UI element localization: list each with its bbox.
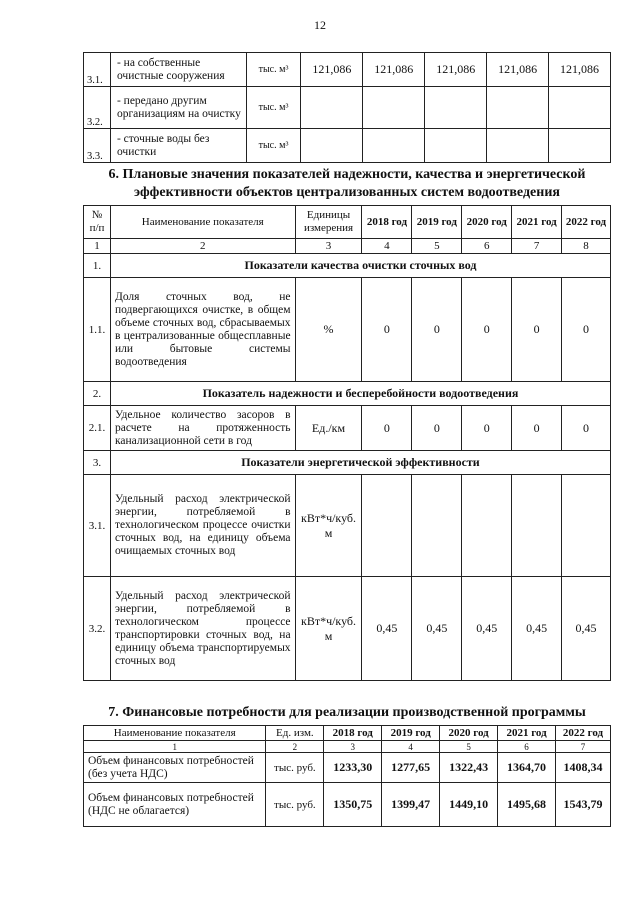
header-row xyxy=(84,726,611,741)
value-cell xyxy=(362,475,412,577)
value-cell: 0 xyxy=(512,278,562,382)
header-year: 2020 год xyxy=(462,206,512,239)
value-cell xyxy=(301,129,363,163)
index-cell: 3 xyxy=(295,239,362,254)
value-cell xyxy=(487,87,549,129)
table-row xyxy=(84,129,611,163)
value-cell: 1543,79 xyxy=(556,783,611,827)
group-row xyxy=(84,451,611,475)
header-year: 2018 год xyxy=(362,206,412,239)
row-number: 3.3. xyxy=(84,129,111,163)
index-cell: 5 xyxy=(412,239,462,254)
table-row xyxy=(84,475,611,577)
value-cell: 1277,65 xyxy=(382,753,440,783)
value-cell xyxy=(549,87,611,129)
row-unit: кВт*ч/куб. м xyxy=(295,577,362,681)
row-number: 3.1. xyxy=(84,53,111,87)
value-cell xyxy=(562,475,611,577)
index-cell: 1 xyxy=(84,741,266,753)
value-cell: 0 xyxy=(362,278,412,382)
value-cell: 0 xyxy=(462,406,512,451)
table-row xyxy=(84,406,611,451)
table-row xyxy=(84,87,611,129)
row-unit: тыс. м³ xyxy=(246,53,301,87)
value-cell xyxy=(487,129,549,163)
row-name: Удельный расход электрической энергии, потребляемой в технологическом процессе очистки сточных вод, на единицу объема очищаемых сточных вод xyxy=(110,475,295,577)
row-name: Удельное количество засоров в расчете на протяженность канализационной сети в год xyxy=(110,406,295,451)
value-cell: 1495,68 xyxy=(498,783,556,827)
group-row xyxy=(84,382,611,406)
value-cell: 1322,43 xyxy=(440,753,498,783)
header-year: 2018 год xyxy=(324,726,382,741)
row-name: Удельный расход электрической энергии, потребляемой в технологическом процессе транспортировки сточных вод, на единицу объема транспортируемых сточных вод xyxy=(110,577,295,681)
header-year: 2020 год xyxy=(440,726,498,741)
value-cell xyxy=(363,129,425,163)
group-number: 2. xyxy=(84,382,111,406)
row-number: 3.1. xyxy=(84,475,111,577)
page-number: 12 xyxy=(314,18,326,32)
index-row xyxy=(84,239,611,254)
row-name: Объем финансовых потребностей (без учета НДС) xyxy=(84,753,266,783)
index-cell: 2 xyxy=(266,741,324,753)
value-cell: 1350,75 xyxy=(324,783,382,827)
row-unit: Ед./км xyxy=(295,406,362,451)
header-year: 2022 год xyxy=(556,726,611,741)
value-cell: 0 xyxy=(512,406,562,451)
row-name: - на собственные очистные сооружения xyxy=(110,53,246,87)
value-cell xyxy=(363,87,425,129)
value-cell: 0,45 xyxy=(412,577,462,681)
value-cell: 121,086 xyxy=(425,53,487,87)
value-cell: 121,086 xyxy=(487,53,549,87)
value-cell xyxy=(462,475,512,577)
index-cell: 3 xyxy=(324,741,382,753)
value-cell xyxy=(425,129,487,163)
row-number: 1.1. xyxy=(84,278,111,382)
header-year: 2022 год xyxy=(562,206,611,239)
value-cell: 0 xyxy=(462,278,512,382)
header-year: 2021 год xyxy=(498,726,556,741)
index-row xyxy=(84,741,611,753)
row-unit: тыс. руб. xyxy=(266,753,324,783)
header-num: № п/п xyxy=(84,206,111,239)
header-name: Наименование показателя xyxy=(84,726,266,741)
value-cell: 0 xyxy=(562,278,611,382)
value-cell xyxy=(549,129,611,163)
group-number: 1. xyxy=(84,254,111,278)
index-cell: 5 xyxy=(440,741,498,753)
header-name: Наименование показателя xyxy=(110,206,295,239)
header-unit: Ед. изм. xyxy=(266,726,324,741)
index-cell: 8 xyxy=(562,239,611,254)
index-cell: 7 xyxy=(512,239,562,254)
value-cell xyxy=(425,87,487,129)
reliability-indicators-table xyxy=(83,205,611,681)
table-row xyxy=(84,783,611,827)
value-cell: 121,086 xyxy=(301,53,363,87)
value-cell xyxy=(412,475,462,577)
value-cell: 1408,34 xyxy=(556,753,611,783)
group-number: 3. xyxy=(84,451,111,475)
table-row xyxy=(84,577,611,681)
index-cell: 6 xyxy=(462,239,512,254)
row-number: 2.1. xyxy=(84,406,111,451)
value-cell: 0,45 xyxy=(562,577,611,681)
row-name: Объем финансовых потребностей (НДС не облагается) xyxy=(84,783,266,827)
group-row xyxy=(84,254,611,278)
row-name: - передано другим организациям на очистку xyxy=(110,87,246,129)
table-row xyxy=(84,53,611,87)
index-cell: 2 xyxy=(110,239,295,254)
row-unit: тыс. м³ xyxy=(246,129,301,163)
value-cell xyxy=(301,87,363,129)
row-unit: % xyxy=(295,278,362,382)
row-name: Доля сточных вод, не подвергающихся очистке, в общем объеме сточных вод, сбрасываемых в централизованные общесплавные или бытовые системы водоотведения xyxy=(110,278,295,382)
value-cell: 1233,30 xyxy=(324,753,382,783)
wastewater-volume-table xyxy=(83,52,611,163)
index-cell: 4 xyxy=(382,741,440,753)
financial-needs-table xyxy=(83,725,611,827)
index-cell: 6 xyxy=(498,741,556,753)
row-unit: тыс. м³ xyxy=(246,87,301,129)
value-cell: 0,45 xyxy=(512,577,562,681)
table-row xyxy=(84,278,611,382)
row-unit: кВт*ч/куб. м xyxy=(295,475,362,577)
index-cell: 1 xyxy=(84,239,111,254)
row-number: 3.2. xyxy=(84,577,111,681)
value-cell: 121,086 xyxy=(549,53,611,87)
value-cell: 1449,10 xyxy=(440,783,498,827)
value-cell: 0 xyxy=(412,406,462,451)
value-cell: 0 xyxy=(562,406,611,451)
value-cell: 0 xyxy=(362,406,412,451)
value-cell: 1399,47 xyxy=(382,783,440,827)
header-row xyxy=(84,206,611,239)
row-name: - сточные воды без очистки xyxy=(110,129,246,163)
value-cell: 0,45 xyxy=(362,577,412,681)
row-unit: тыс. руб. xyxy=(266,783,324,827)
header-unit: Единицы измерения xyxy=(295,206,362,239)
header-year: 2021 год xyxy=(512,206,562,239)
index-cell: 4 xyxy=(362,239,412,254)
index-cell: 7 xyxy=(556,741,611,753)
value-cell: 0,45 xyxy=(462,577,512,681)
value-cell: 1364,70 xyxy=(498,753,556,783)
group-title: Показатели качества очистки сточных вод xyxy=(110,254,610,278)
group-title: Показатель надежности и бесперебойности водоотведения xyxy=(110,382,610,406)
section-7-title: 7. Финансовые потребности для реализации производственной программы xyxy=(108,705,586,720)
table-row xyxy=(84,753,611,783)
section-6-title: 6. Плановые значения показателей надежности, качества и энергетической эффективности объектов централизованных систем водоотведения xyxy=(108,167,586,200)
row-number: 3.2. xyxy=(84,87,111,129)
value-cell xyxy=(512,475,562,577)
value-cell: 0 xyxy=(412,278,462,382)
group-title: Показатели энергетической эффективности xyxy=(110,451,610,475)
header-year: 2019 год xyxy=(412,206,462,239)
value-cell: 121,086 xyxy=(363,53,425,87)
header-year: 2019 год xyxy=(382,726,440,741)
